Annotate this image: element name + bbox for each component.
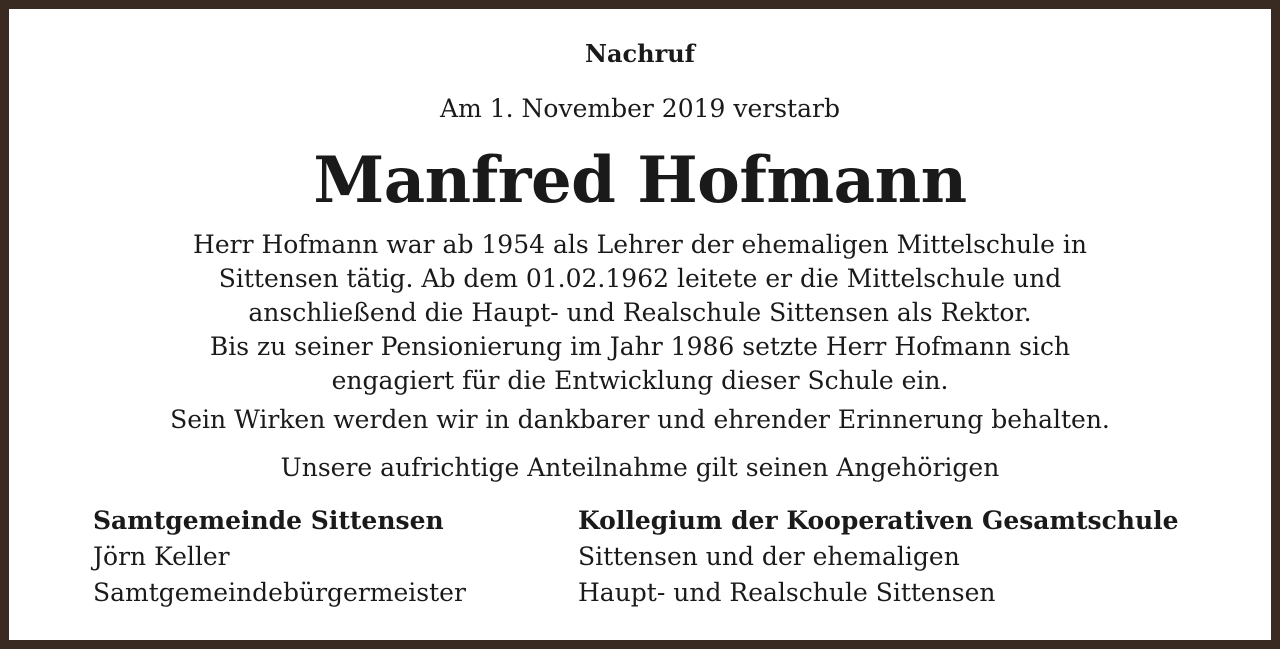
notice-heading: Nachruf: [585, 39, 695, 68]
memory-statement: Sein Wirken werden wir in dankbarer und ehrender Erinnerung behalten.: [170, 405, 1110, 434]
biography-line: Herr Hofmann war ab 1954 als Lehrer der ehemaligen Mittelschule in: [193, 230, 1087, 259]
biography: [9, 228, 1271, 398]
biography-line: Bis zu seiner Pensionierung im Jahr 1986 setzte Herr Hofmann sich: [209, 332, 1071, 361]
biography-line: Sittensen tätig. Ab dem 01.02.1962 leitete er die Mittelschule und: [218, 264, 1062, 293]
biography-line: anschließend die Haupt- und Realschule Sittensen als Rektor.: [248, 298, 1032, 327]
signature-title: Kollegium der Kooperativen Gesamtschule: [578, 506, 1179, 535]
biography-line: engagiert für die Entwicklung dieser Schule ein.: [331, 366, 949, 395]
condolence-statement: Unsere aufrichtige Anteilnahme gilt seinen Angehörigen: [280, 453, 1000, 482]
signature-line: Samtgemeindebürgermeister: [93, 578, 466, 607]
signature-line: Jörn Keller: [93, 542, 230, 571]
signature-school-staff: [578, 503, 1179, 611]
signature-title: Samtgemeinde Sittensen: [93, 506, 444, 535]
signature-line: Sittensen und der ehemaligen: [578, 542, 960, 571]
signature-municipality: [93, 503, 466, 611]
obituary-notice: [9, 9, 1271, 640]
intro-line: Am 1. November 2019 verstarb: [440, 94, 840, 123]
signature-line: Haupt- und Realschule Sittensen: [578, 578, 996, 607]
deceased-name: Manfred Hofmann: [313, 143, 967, 218]
